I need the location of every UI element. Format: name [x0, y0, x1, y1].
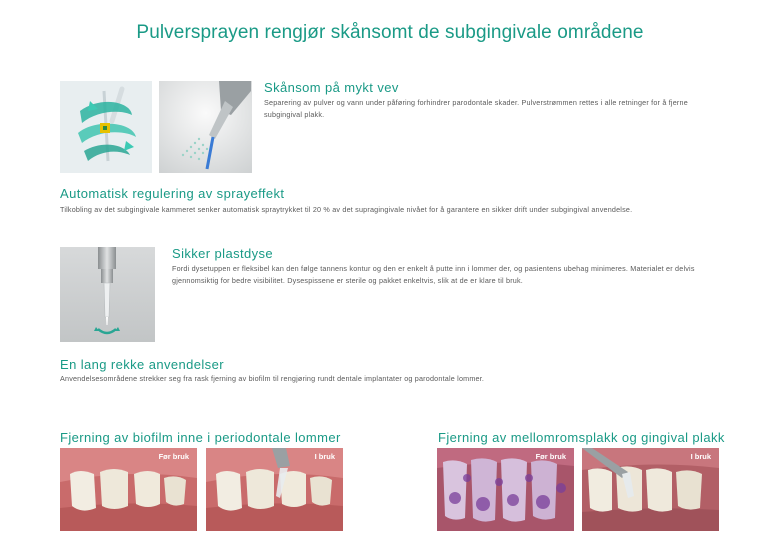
during-badge: I bruk — [690, 452, 711, 461]
section-heading: Automatisk regulering av sprayeffekt — [60, 186, 285, 201]
plastic-nozzle-photo — [60, 247, 155, 342]
during-photo-periodontal — [206, 448, 343, 531]
before-photo-plaque — [437, 448, 574, 531]
before-badge: Før bruk — [535, 452, 566, 461]
section-text: Fordi dysetuppen er fleksibel kan den følge tannens kontur og den er enkelt å putte inn i lommer der, og pasientens ubehag minimeres. Materialet er delvis gjennomsiktig for bedre visibilitet. Dysespissene er sterile og pakket enkeltvis, slik at de er klare til bruk. — [172, 264, 695, 285]
during-photo-plaque — [582, 448, 719, 531]
comparison-heading: Fjerning av biofilm inne i periodontale lommer — [60, 430, 341, 445]
nozzle-spray-photo — [159, 81, 252, 173]
before-photo-periodontal — [60, 448, 197, 531]
powder-flow-illustration — [60, 81, 152, 173]
section-heading: Skånsom på mykt vev — [264, 80, 399, 95]
comparison-heading: Fjerning av mellomromsplakk og gingival plakk — [438, 430, 725, 445]
during-badge: I bruk — [314, 452, 335, 461]
before-badge: Før bruk — [158, 452, 189, 461]
section-text: Tilkobling av det subgingivale kammeret senker automatisk spraytrykket til 20 % av det supragingivale nivået for å garantere en sikker drift under subgingival anvendelse. — [60, 205, 633, 214]
section-heading: En lang rekke anvendelser — [60, 357, 224, 372]
section-heading: Sikker plastdyse — [172, 246, 274, 261]
page-title: Pulversprayen rengjør skånsomt de subgingivale områdene — [136, 22, 644, 43]
section-text: Separering av pulver og vann under påføring forhindrer parodontale skader. Pulverstrømmen rettes i alle retninger for å fjerne subgingival plakk. — [264, 98, 688, 119]
section-text: Anvendelsesområdene strekker seg fra rask fjerning av biofilm til rengjøring rundt dentale implantater og parodontale lommer. — [60, 374, 485, 383]
